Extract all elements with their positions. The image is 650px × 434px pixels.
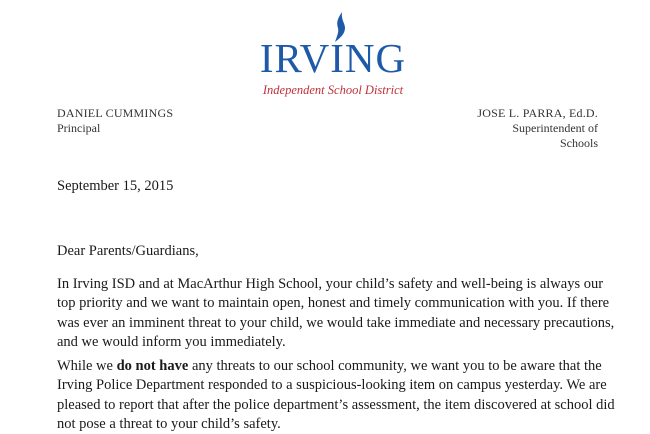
paragraph-line: was ever an imminent threat to your child, we would take immediate and necessary precautions,	[57, 314, 615, 331]
paragraph-line	[57, 357, 637, 376]
letter-greeting: Dear Parents/Guardians,	[57, 243, 199, 259]
letter-date: September 15, 2015	[57, 178, 174, 194]
paragraph-line: pleased to report that after the police department’s assessment, the item discovered at school did	[57, 396, 615, 413]
paragraph-line: In Irving ISD and at MacArthur High School, your child’s safety and well-being is always our	[57, 276, 604, 292]
paragraph-line: not pose a threat to your child’s safety.	[57, 415, 281, 432]
logo-subtitle: Independent School District	[262, 83, 404, 97]
line-text: While we	[57, 358, 117, 374]
logo-wordmark: IRVING	[259, 35, 407, 81]
paragraph-2	[57, 357, 637, 434]
principal-name: DANIEL CUMMINGS	[57, 106, 174, 120]
paragraph-1	[57, 275, 637, 352]
emphasis-text: do not have	[116, 358, 189, 374]
superintendent-title: Superintendent of Schools	[512, 121, 598, 150]
district-logo	[258, 10, 408, 95]
principal-title: Principal	[57, 121, 101, 135]
superintendent-block	[472, 106, 598, 151]
line-text: any threats to our school community, we want you to be aware that the	[188, 358, 602, 374]
principal-block	[57, 106, 173, 136]
paragraph-line: Irving Police Department responded to a suspicious-looking item on campus yesterday. We are	[57, 377, 607, 394]
paragraph-line: top priority and we want to maintain open, honest and timely communication with you. If there	[57, 295, 610, 312]
paragraph-line: and we would inform you immediately.	[57, 333, 286, 350]
superintendent-name: JOSE L. PARRA, Ed.D.	[477, 106, 598, 120]
